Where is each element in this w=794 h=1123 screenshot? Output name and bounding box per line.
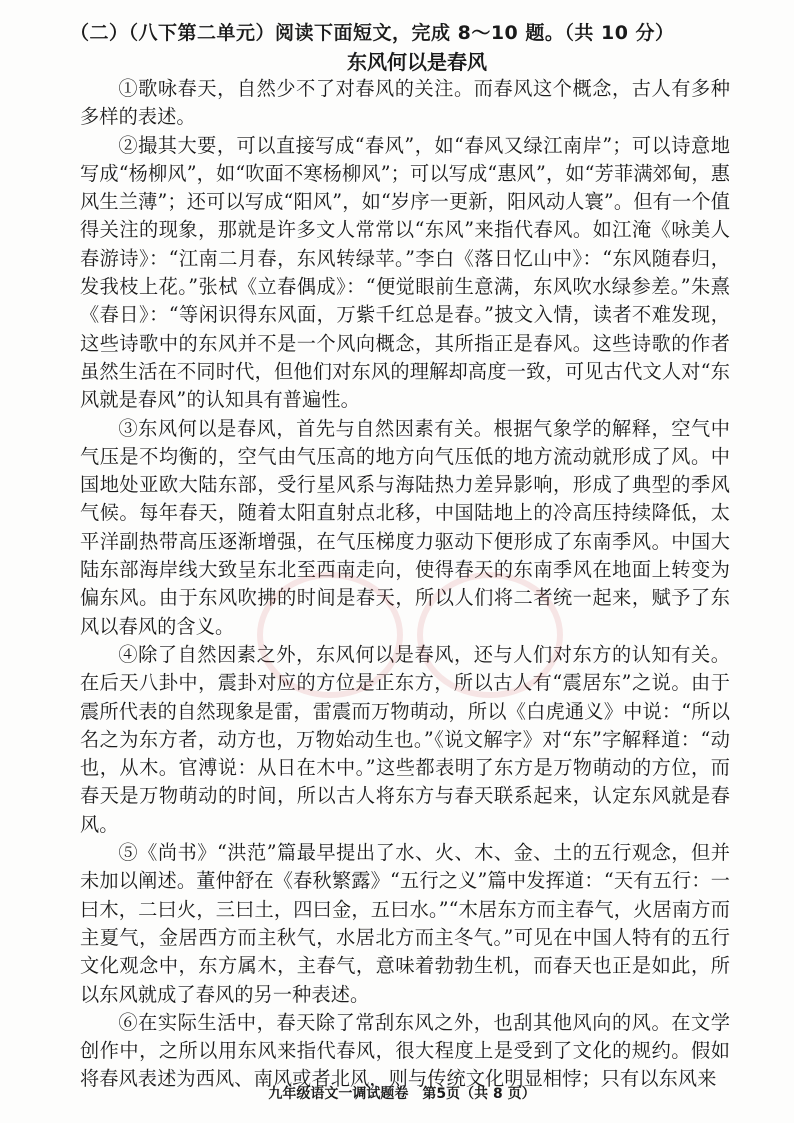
paragraph-6: ⑥在实际生活中，春天除了常刮东风之外，也刮其他风向的风。在文学创作中，之所以用东风来指代春风，很大程度上是受到了文化的规约。假如将春风表述为西风、南风或者北风，则与传统文化明显相悖；只有以东风来	[80, 1010, 730, 1091]
paragraph-1: ①歌咏春天，自然少不了对春风的关注。而春风这个概念，古人有多种多样的表述。	[80, 77, 730, 129]
paragraph-3: ③东风何以是春风，首先与自然因素有关。根据气象学的解释，空气中气压是不均衡的，空气由气压高的地方向气压低的地方流动就形成了风。中国地处亚欧大陆东部，受行星风系与海陆热力差异影响，形成了典型的季风气候。每年春天，随着太阳直射点北移，中国陆地上的冷高压持续降低，太平洋副热带高压逐渐增强，在气压梯度力驱动下便形成了东南季风。中国大陆东部海岸线大致呈东北至西南走向，使得春天的东南季风在地面上转变为偏东风。由于东风吹拂的时间是春天，所以人们将二者统一起来，赋予了东风以春风的含义。	[80, 416, 730, 638]
paragraph-4: ④除了自然因素之外，东风何以是春风，还与人们对东方的认知有关。在后天八卦中，震卦对应的方位是正东方，所以古人有“震居东”之说。由于震所代表的自然现象是雷，雷震而万物萌动，所以《白虎通义》中说：“所以名之为东方者，动方也，万物始动生也。”《说文解字》对“东”字解释道：“动也，从木。官溥说：从日在木中。”这些都表明了东方是万物萌动的方位，而春天是万物萌动的时间，所以古人将东方与春天联系起来，认定东风就是春风。	[80, 642, 730, 836]
paragraph-2: ②撮其大要，可以直接写成“春风”，如“春风又绿江南岸”；可以诗意地写成“杨柳风”，如“吹面不寒杨柳风”；可以写成“惠风”，如“芳菲满郊甸，惠风生兰薄”；还可以写成“阳风”，如“岁序一更新，阳风动人寰”。但有一个值得关注的现象，那就是许多文人常常以“东风”来指代春风。如江淹《咏美人春游诗》：“江南二月春，东风转绿苹。”李白《落日忆山中》：“东风随春归，发我枝上花。”张栻《立春偶成》：“便觉眼前生意满，东风吹水绿参差。”朱熹《春日》：“等闲识得东风面，万紫千红总是春。”披文入情，读者不难发现，这些诗歌中的东风并不是一个风向概念，其所指正是春风。这些诗歌的作者虽然生活在不同时代，但他们对东风的理解却高度一致，可见古代文人对“东风就是春风”的认知具有普遍性。	[80, 133, 730, 412]
article-body	[80, 75, 730, 1094]
article-title: 东风何以是春风	[347, 50, 487, 74]
paragraph-5: ⑤《尚书》“洪范”篇最早提出了水、火、木、金、土的五行观念，但并未加以阐述。董仲舒在《春秋繁露》“五行之义”篇中发挥道：“天有五行：一曰木，二曰火，三曰土，四曰金，五曰水。”“木居东方而主春气，火居南方而主夏气，金居西方而主秋气，水居北方而主冬气。”可见在中国人特有的五行文化观念中，东方属木，主春气，意味着勃勃生机，而春天也正是如此，所以东风就成了春风的另一种表述。	[80, 841, 730, 1006]
page-footer: 九年级语文一调试题卷 第5页（共 8 页）	[268, 1086, 536, 1102]
question-header: （二）（八下第二单元）阅读下面短文，完成 8～10 题。（共 10 分）	[70, 22, 675, 44]
